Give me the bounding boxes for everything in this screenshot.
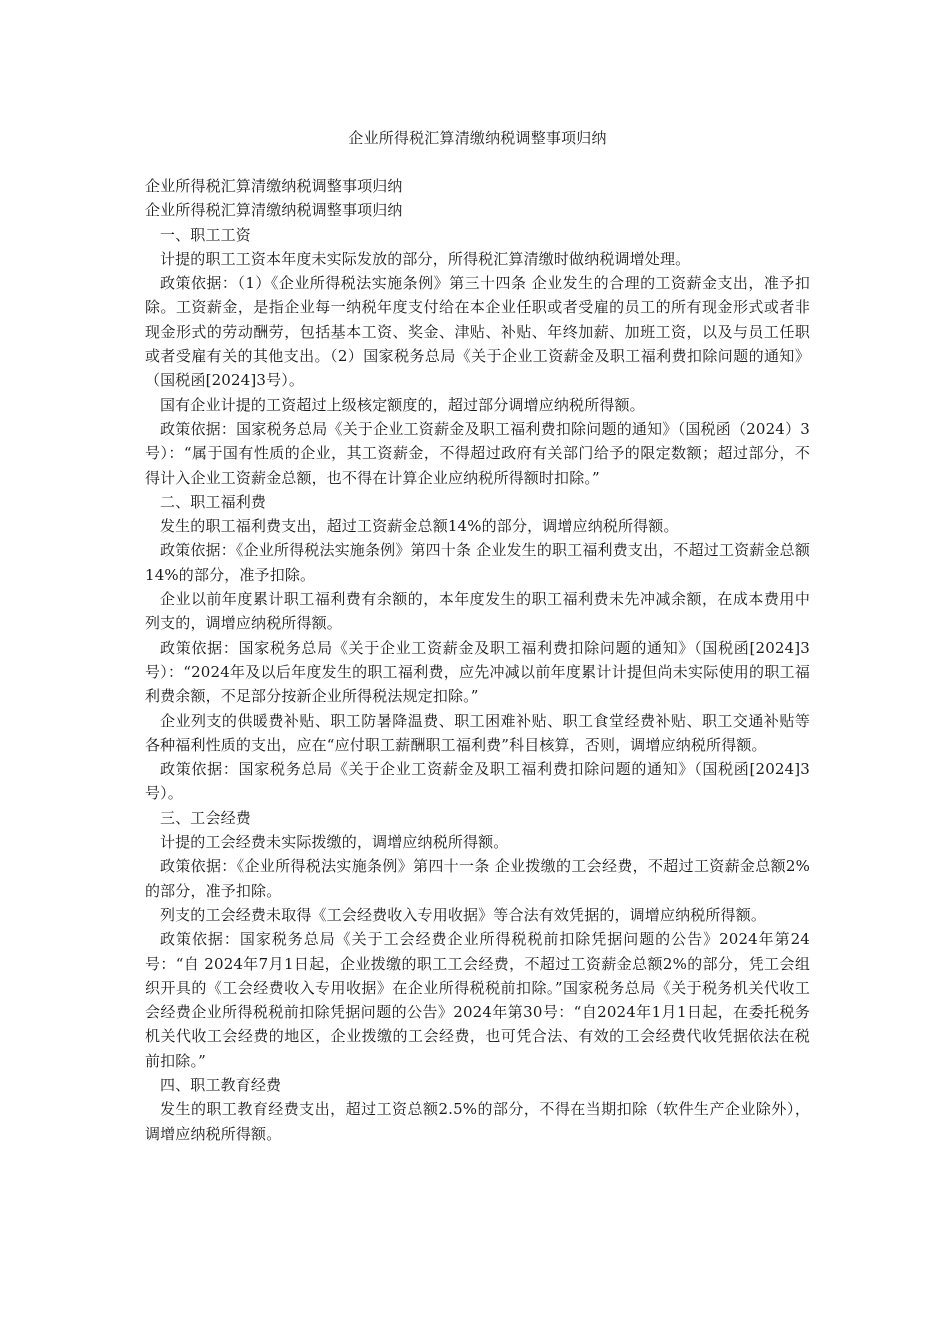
body-paragraph: 政策依据：《企业所得税法实施条例》第四十条 企业发生的职工福利费支出，不超过工资薪金总额14%的部分，准予扣除。 <box>145 541 810 584</box>
body-paragraph: 计提的工会经费未实际拨缴的，调增应纳税所得额。 <box>160 833 509 852</box>
section-heading: 二、职工福利费 <box>160 492 267 511</box>
document-title: 企业所得税汇算清缴纳税调整事项归纳 <box>348 129 607 147</box>
body-paragraph: 政策依据：国家税务总局《关于企业工资薪金及职工福利费扣除问题的通知》（国税函（2024）3号）：“属于国有性质的企业，其工资薪金，不得超过政府有关部门给予的限定数额；超过部分，不得计入企业工资薪金总额，也不得在计算企业应纳税所得额时扣除。” <box>145 419 810 487</box>
body-paragraph: 政策依据：国家税务总局《关于企业工资薪金及职工福利费扣除问题的通知》（国税函[2024]3号）。 <box>145 760 810 803</box>
subtitle-line: 企业所得税汇算清缴纳税调整事项归纳 <box>145 201 403 220</box>
body-paragraph: 企业列支的供暖费补贴、职工防暑降温费、职工困难补贴、职工食堂经费补贴、职工交通补贴等各种福利性质的支出，应在“应付职工薪酬职工福利费”科目核算，否则，调增应纳税所得额。 <box>145 711 810 754</box>
body-paragraph: 政策依据：国家税务总局《关于企业工资薪金及职工福利费扣除问题的通知》（国税函[2024]3号）：“2024年及以后年度发生的职工福利费，应先冲减以前年度累计计提但尚未实际使用的职工福利费余额，不足部分按新企业所得税法规定扣除。” <box>145 638 810 706</box>
body-paragraph: 政策依据：（1）《企业所得税法实施条例》第三十四条 企业发生的合理的工资薪金支出，准予扣除。工资薪金，是指企业每一纳税年度支付给在本企业任职或者受雇的员工的所有现金形式或者非现金形式的劳动酬劳，包括基本工资、奖金、津贴、补贴、年终加薪、加班工资，以及与员工任职或者受雇有关的其他支出。（2）国家税务总局《关于企业工资薪金及职工福利费扣除问题的通知》（国税函[2024]3号）。 <box>145 274 810 390</box>
body-paragraph: 国有企业计提的工资超过上级核定额度的，超过部分调增应纳税所得额。 <box>160 395 645 414</box>
body-paragraph: 企业以前年度累计职工福利费有余额的，本年度发生的职工福利费未先冲减余额，在成本费用中列支的，调增应纳税所得额。 <box>145 590 810 633</box>
body-paragraph: 政策依据：《企业所得税法实施条例》第四十一条 企业拨缴的工会经费，不超过工资薪金总额2%的部分，准予扣除。 <box>145 857 810 900</box>
body-paragraph: 列支的工会经费未取得《工会经费收入专用收据》等合法有效凭据的，调增应纳税所得额。 <box>160 905 767 924</box>
document-body <box>145 174 810 1146</box>
body-paragraph: 发生的职工教育经费支出，超过工资总额2.5%的部分，不得在当期扣除（软件生产企业除外），调增应纳税所得额。 <box>145 1100 810 1143</box>
body-paragraph: 计提的职工工资本年度未实际发放的部分，所得税汇算清缴时做纳税调增处理。 <box>160 249 691 268</box>
section-heading: 三、工会经费 <box>160 808 251 827</box>
section-heading: 一、职工工资 <box>160 225 251 244</box>
body-paragraph: 发生的职工福利费支出，超过工资薪金总额14%的部分，调增应纳税所得额。 <box>160 517 679 536</box>
body-paragraph: 政策依据：国家税务总局《关于工会经费企业所得税税前扣除凭据问题的公告》2024年第24号：“自 2024年7月1日起，企业拨缴的职工工会经费，不超过工资薪金总额2%的部分，凭工会组织开具的《工会经费收入专用收据》在企业所得税税前扣除。”国家税务总局《关于税务机关代收工会经费企业所得税税前扣除凭据问题的公告》2024年第30号：“自2024年1月1日起，在委托税务机关代收工会经费的地区，企业拨缴的工会经费，也可凭合法、有效的工会经费代收凭据依法在税前扣除。” <box>145 930 810 1070</box>
subtitle-line: 企业所得税汇算清缴纳税调整事项归纳 <box>145 177 403 195</box>
section-heading: 四、职工教育经费 <box>160 1075 282 1094</box>
